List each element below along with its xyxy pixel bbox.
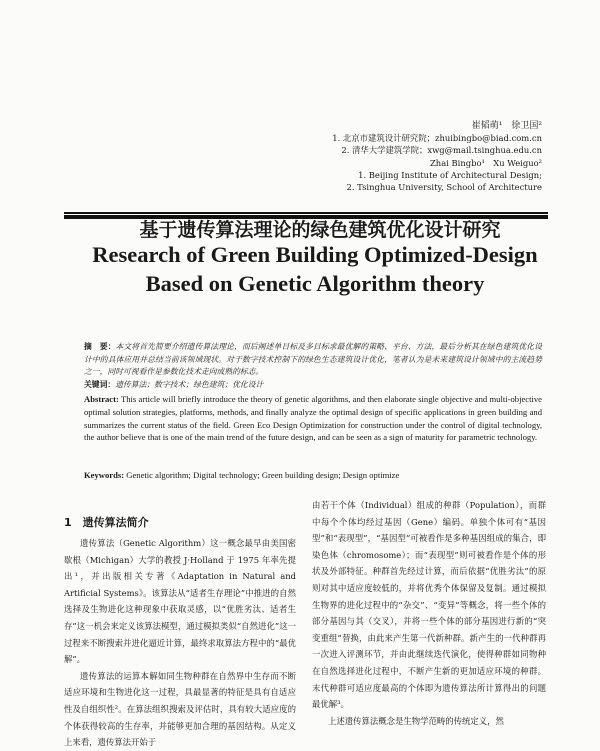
body-column-left [64,535,296,751]
author-names-cn: 崔韬萌¹ 徐卫国² [471,121,542,131]
affiliation-cn-1: 1. 北京市建筑设计研究院；zhuibingbo@biad.com.cn [332,133,542,144]
title-chinese: 基于遗传算法理论的绿色建筑优化设计研究 [139,219,501,241]
author-names-en: Zhai Bingbo¹ Xu Weiguo² [429,157,542,168]
paragraph: 遗传算法的运算本解如同生物种群在自然界中生存而不断适应环境和生物进化这一过程，具最显著的特征是具有自适应性及自组织性²。在算法组织搜索及评估时，具有较大适应度的个体获得较高的生存率，并能够更加合理的基因结构。从定义上来看，遗传算法开始于 [64,670,296,748]
affiliation-en-1: 1. Beijing Institute of Architectural Design; [358,169,542,180]
abstract-cn-text: 本文将首先简要介绍遗传算法理论，而后阐述单目标及多目标求最优解的策略、平台、方法，最后分析其在绿色建筑优化设计中的具体应用并总结当前该领域现状。对于数字技术控制下的绿色生态建筑设计优化，笔者认为是未来建筑设计领域中的主流趋势之一，同时可视看作是参数化技术走向成熟的标志。 [84,342,542,376]
abstract-chinese [84,341,542,391]
affiliation-cn-2: 2. 清华大学建筑学院；xwg@mail.tsinghua.edu.cn [341,145,542,156]
author-block [332,120,542,193]
abstract-en-text: This article will briefly introduce the theory of genetic algorithms, and then elaborate single objective and multi-objective optimal solution strategies, platforms, methods, and finally analyze the optimal design of specific applications in green building and summarizes the current status of the field. Green Eco Design Optimization for construction under the control of digital technology, the author believe that is one of the main trend of the future design, and can be seen as a sign of maturity for parametric technology. [84,394,542,443]
title-english-line-1: Research of Green Building Optimized-Design [92,242,538,267]
abstract-cn-label: 摘 要： [84,342,116,351]
paragraph: 上述遗传算法概念是生物学范畴的传统定义，然 [328,715,504,726]
paragraph: 由若干个体（Individual）组成的种群（Population），而群中每个个体均经过基因（Gene）编码。单独个体可有“基因型”和“表现型”，“基因型”可被看作是多种基因组成的集合，即染色体（chromosome）；而“表现型”则可被看作是个体的形状及外部特征。种群首先经过计算，而后依据“优胜劣汰”的原则对其中适应度较低的，并将优秀个体保留及复制。通过模拟生物界的进化过程中的“杂交”、“变异”等概念，将一些个体的部分基因与其（交叉），并将一些个体的部分基因进行新的“突变重组”替换，由此来产生第一代新种群。新产生的一代种群再一次进入评测环节，并由此继续迭代演化，使得种群如同物种在自然选择进化过程中，不断产生新的更加适应环境的种群。末代种群可适应度最高的个体即为遗传算法所计算得出的问题最优解³。 [312,500,546,710]
keywords-cn-label: 关键词： [84,379,116,389]
title-english-line-2: Based on Genetic Algorithm theory [145,271,485,296]
abstract-en-label: Abstract: [84,394,119,404]
abstract-english [84,393,542,444]
title-english [0,240,600,298]
keywords-en: Genetic algorithm; Digital technology; Green building design; Design optimize [124,470,400,480]
paragraph: 遗传算法（Genetic Algorithm）这一概念最早由美国密歇根（Michigan）大学的教授 J·Holland 于 1975 年率先提出¹，并出版相关专著《Adaptation in Natural and Artificial Systems》。该算法从“适者生存理论”中推进的自然选择及生物进化这种现象中获取灵感，以“优胜劣汰、适者生存”这一机会来定义该算法模型，通过模拟类似“自然进化”这一过程来不断搜索并进化逼近计算，最终求取算法方程中的“最优解”。 [64,538,296,665]
section-heading: 1 遗传算法简介 [64,516,149,529]
affiliation-en-2: 2. Tsinghua University, School of Architecture [346,182,542,193]
body-column-right [312,497,546,729]
keywords-english [84,470,542,480]
keywords-cn: 遗传算法；数字技术；绿色建筑；优化设计 [115,379,264,389]
keywords-en-label: Keywords: [84,470,125,480]
